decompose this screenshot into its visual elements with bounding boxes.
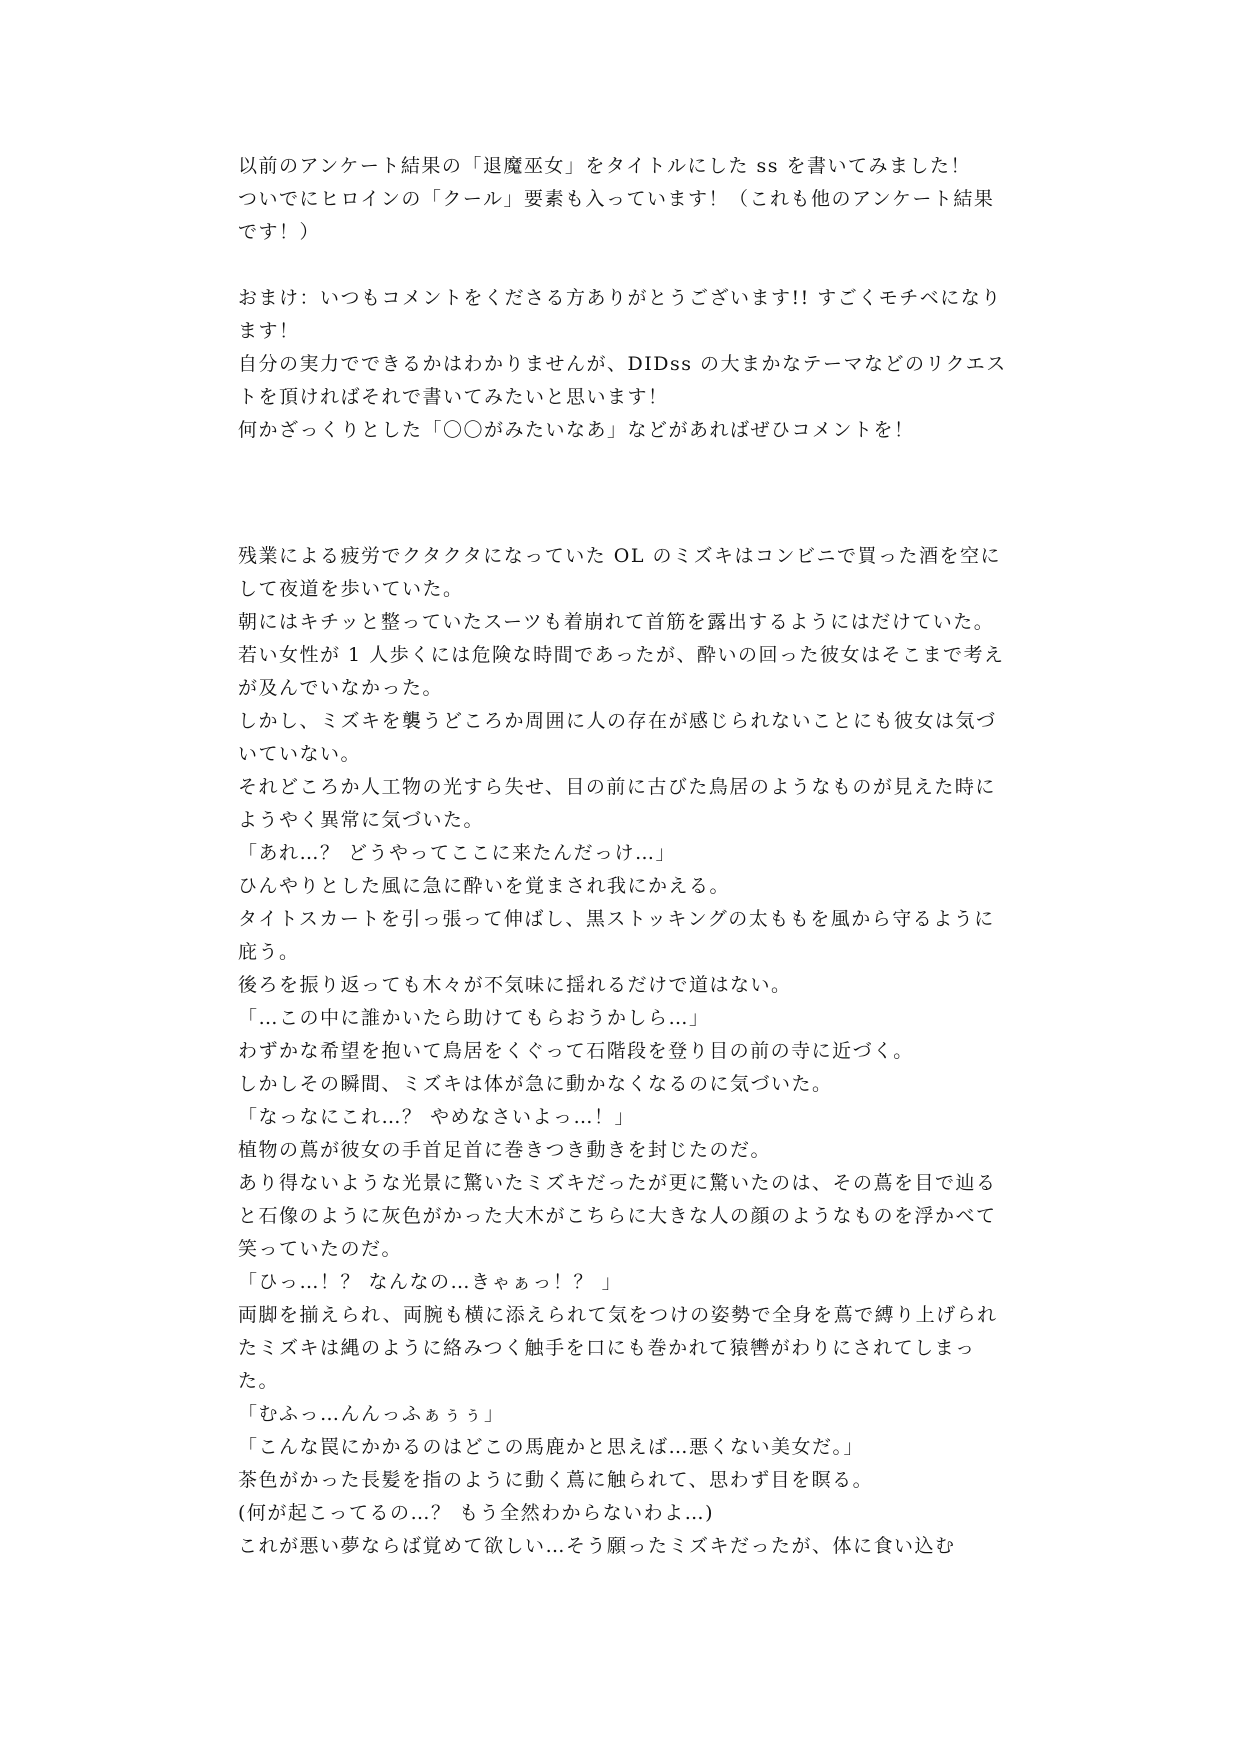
paragraph-gap	[238, 249, 1008, 282]
intro-paragraph: 自分の実力でできるかはわかりませんが、DIDss の大まかなテーマなどのリクエストを頂ければそれで書いてみたいと思います！	[238, 353, 1007, 408]
intro-paragraph: 以前のアンケート結果の「退魔巫女」をタイトルにした ss を書いてみました！	[238, 155, 972, 177]
story-paragraph: ひんやりとした風に急に酔いを覚まされ我にかえる。	[238, 875, 731, 897]
story-thought: (何が起こってるの…？ もう全然わからないわよ…)	[238, 1502, 714, 1524]
story-paragraph: タイトスカートを引っ張って伸ばし、黒ストッキングの太ももを風から守るように庇う。	[238, 908, 995, 963]
story-paragraph: 朝にはキチッと整っていたスーツも着崩れて首筋を露出するようにはだけていた。	[238, 611, 995, 633]
story-paragraph: しかしその瞬間、ミズキは体が急に動かなくなるのに気づいた。	[238, 1073, 833, 1095]
intro-section	[238, 150, 1008, 447]
story-dialogue: 「こんな罠にかかるのはどこの馬鹿かと思えば…悪くない美女だ。」	[238, 1436, 865, 1458]
intro-paragraph: 何かざっくりとした「〇〇がみたいなあ」などがあればぜひコメントを！	[238, 419, 915, 441]
story-paragraph: しかし、ミズキを襲うどころか周囲に人の存在が感じられないことにも彼女は気づいていない。	[238, 710, 997, 765]
story-dialogue: 「ひっ…！？ なんなの…きゃぁっ！？ 」	[238, 1271, 623, 1293]
intro-paragraph: ついでにヒロインの「クール」要素も入っています！（これも他のアンケート結果です！）	[238, 188, 995, 243]
story-paragraph: 植物の蔦が彼女の手首足首に巻きつき動きを封じたのだ。	[238, 1139, 772, 1161]
story-paragraph: あり得ないような光景に驚いたミズキだったが更に驚いたのは、その蔦を目で辿ると石像のように灰色がかった大木がこちらに大きな人の顔のようなものを浮かべて笑っていたのだ。	[238, 1172, 997, 1260]
story-dialogue: 「むふっ…んんっふぁぅぅ」	[238, 1403, 505, 1425]
story-paragraph: 両脚を揃えられ、両腕も横に添えられて気をつけの姿勢で全身を蔦で縛り上げられたミズキは縄のように絡みつく触手を口にも巻かれて猿轡がわりにされてしまった。	[238, 1304, 998, 1392]
intro-paragraph: おまけ：いつもコメントをくださる方ありがとうございます!! すごくモチベになります！	[238, 287, 1002, 342]
story-paragraph: 後ろを振り返っても木々が不気味に揺れるだけで道はない。	[238, 974, 792, 996]
story-dialogue: 「なっなにこれ…？ やめなさいよっ…！」	[238, 1106, 636, 1128]
story-paragraph: 茶色がかった長髪を指のように動く蔦に触られて、思わず目を瞑る。	[238, 1469, 874, 1491]
story-section	[238, 540, 1008, 1563]
story-dialogue: 「…この中に誰かいたら助けてもらおうかしら…」	[238, 1007, 710, 1029]
story-paragraph: それどころか人工物の光すら失せ、目の前に古びた鳥居のようなものが見えた時にようやく異常に気づいた。	[238, 776, 996, 831]
story-dialogue: 「あれ…？ どうやってここに来たんだっけ…」	[238, 842, 677, 864]
story-paragraph: 若い女性が 1 人歩くには危険な時間であったが、酔いの回った彼女はそこまで考えが及んでいなかった。	[238, 644, 1005, 699]
story-paragraph: これが悪い夢ならば覚めて欲しい…そう願ったミズキだったが、体に食い込む	[238, 1535, 956, 1557]
story-paragraph: わずかな希望を抱いて鳥居をくぐって石階段を登り目の前の寺に近づく。	[238, 1040, 914, 1062]
story-paragraph: 残業による疲労でクタクタになっていた OL のミズキはコンビニで買った酒を空にして夜道を歩いていた。	[238, 545, 1002, 600]
